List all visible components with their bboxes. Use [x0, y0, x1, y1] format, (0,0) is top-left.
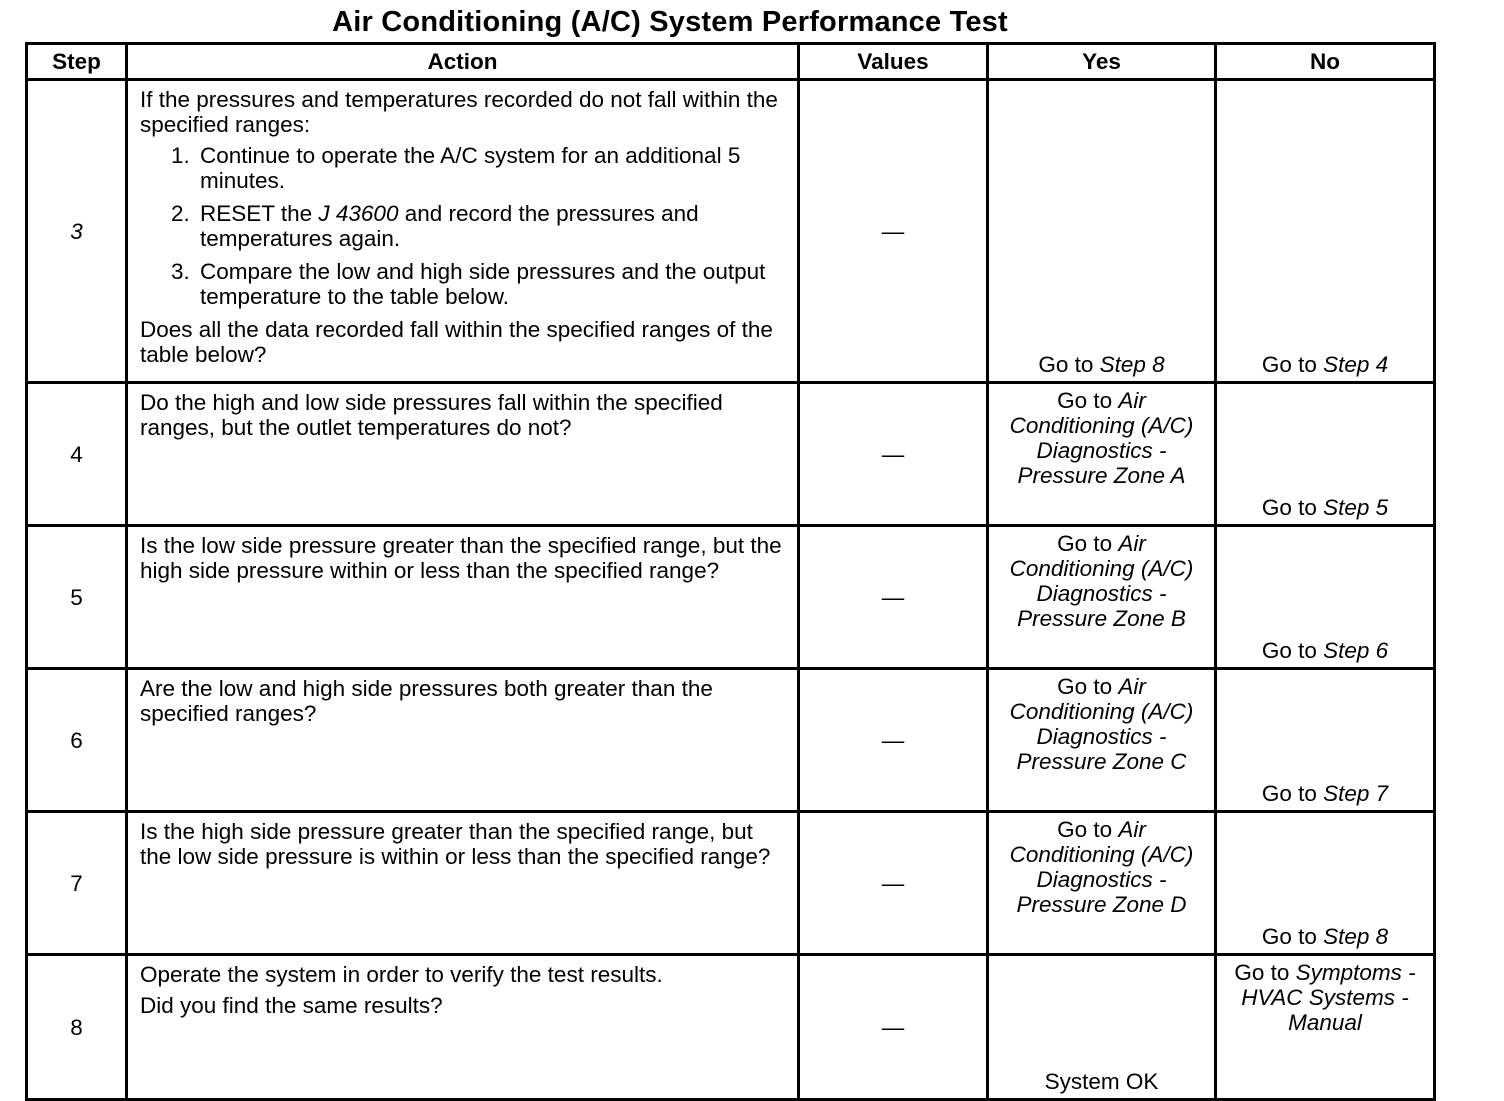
- table-row-step-5: [27, 526, 1435, 669]
- values-cell: —: [799, 383, 988, 526]
- header-step: Step: [27, 44, 127, 80]
- action-question: Does all the data recorded fall within the specified ranges of the table below?: [140, 317, 773, 367]
- step-number: 6: [27, 669, 127, 812]
- action-cell: Do the high and low side pressures fall within the specified ranges, but the outlet temperatures do not?: [127, 383, 799, 526]
- values-cell: —: [799, 80, 988, 383]
- yes-cell: Go to Step 8: [988, 80, 1216, 383]
- header-values: Values: [799, 44, 988, 80]
- header-action: Action: [127, 44, 799, 80]
- step-number: 7: [27, 812, 127, 955]
- yes-link[interactable]: Air Conditioning (A/C) Diagnostics - Pressure Zone A: [1009, 388, 1194, 488]
- yes-cell: Go to Air Conditioning (A/C) Diagnostics - Pressure Zone A: [988, 383, 1216, 526]
- step-number: 3: [27, 80, 127, 383]
- header-row: [27, 44, 1435, 80]
- no-link[interactable]: Step 8: [1323, 924, 1389, 949]
- step-number: 5: [27, 526, 127, 669]
- action-cell: Is the low side pressure greater than the specified range, but the high side pressure within or less than the specified range?: [127, 526, 799, 669]
- no-cell: Go to Step 6: [1216, 526, 1435, 669]
- page-title: Air Conditioning (A/C) System Performance Test: [332, 6, 1008, 38]
- no-link[interactable]: Step 5: [1323, 495, 1389, 520]
- performance-test-table: [25, 42, 1436, 1101]
- action-cell: Is the high side pressure greater than the specified range, but the low side pressure is within or less than the specified range?: [127, 812, 799, 955]
- action-cell: [127, 80, 799, 383]
- no-cell: Go to Step 7: [1216, 669, 1435, 812]
- action-cell: [127, 955, 799, 1100]
- step-number: 8: [27, 955, 127, 1100]
- no-link[interactable]: Step 6: [1323, 638, 1389, 663]
- table-row-step-6: [27, 669, 1435, 812]
- table-row-step-3: [27, 80, 1435, 383]
- yes-link[interactable]: Step 8: [1099, 352, 1165, 377]
- action-step-item: 2. RESET the J 43600 and record the pressures and temperatures again.: [196, 201, 787, 251]
- no-cell: Go to Step 8: [1216, 812, 1435, 955]
- action-intro: If the pressures and temperatures recorded do not fall within the specified ranges:: [140, 87, 778, 137]
- values-cell: —: [799, 526, 988, 669]
- yes-cell: Go to Air Conditioning (A/C) Diagnostics - Pressure Zone C: [988, 669, 1216, 812]
- yes-link[interactable]: Air Conditioning (A/C) Diagnostics - Pressure Zone D: [1009, 817, 1194, 917]
- no-link[interactable]: Step 7: [1323, 781, 1389, 806]
- no-cell: Go to Step 4: [1216, 80, 1435, 383]
- yes-cell: Go to Air Conditioning (A/C) Diagnostics - Pressure Zone B: [988, 526, 1216, 669]
- action-step-item: 3. Compare the low and high side pressures and the output temperature to the table below.: [196, 259, 787, 309]
- header-no: No: [1216, 44, 1435, 80]
- action-question: Did you find the same results?: [140, 993, 443, 1018]
- values-cell: —: [799, 669, 988, 812]
- no-cell: Go to Step 5: [1216, 383, 1435, 526]
- table-row-step-7: [27, 812, 1435, 955]
- values-cell: —: [799, 812, 988, 955]
- yes-link[interactable]: Air Conditioning (A/C) Diagnostics - Pressure Zone C: [1009, 674, 1194, 774]
- no-link[interactable]: Symptoms - HVAC Systems - Manual: [1241, 960, 1416, 1035]
- action-line: Operate the system in order to verify the test results.: [140, 962, 663, 987]
- no-link[interactable]: Step 4: [1323, 352, 1389, 377]
- action-steps-list: [140, 143, 787, 309]
- action-cell: Are the low and high side pressures both greater than the specified ranges?: [127, 669, 799, 812]
- table-row-step-4: [27, 383, 1435, 526]
- values-cell: —: [799, 955, 988, 1100]
- yes-link[interactable]: Air Conditioning (A/C) Diagnostics - Pressure Zone B: [1009, 531, 1194, 631]
- table-row-step-8: [27, 955, 1435, 1100]
- yes-cell: Go to Air Conditioning (A/C) Diagnostics - Pressure Zone D: [988, 812, 1216, 955]
- step-number: 4: [27, 383, 127, 526]
- no-cell: Go to Symptoms - HVAC Systems - Manual: [1216, 955, 1435, 1100]
- system-ok-text: System OK: [1044, 1069, 1159, 1094]
- action-step-item: 1. Continue to operate the A/C system for an additional 5 minutes.: [196, 143, 787, 193]
- header-yes: Yes: [988, 44, 1216, 80]
- yes-cell: [988, 955, 1216, 1100]
